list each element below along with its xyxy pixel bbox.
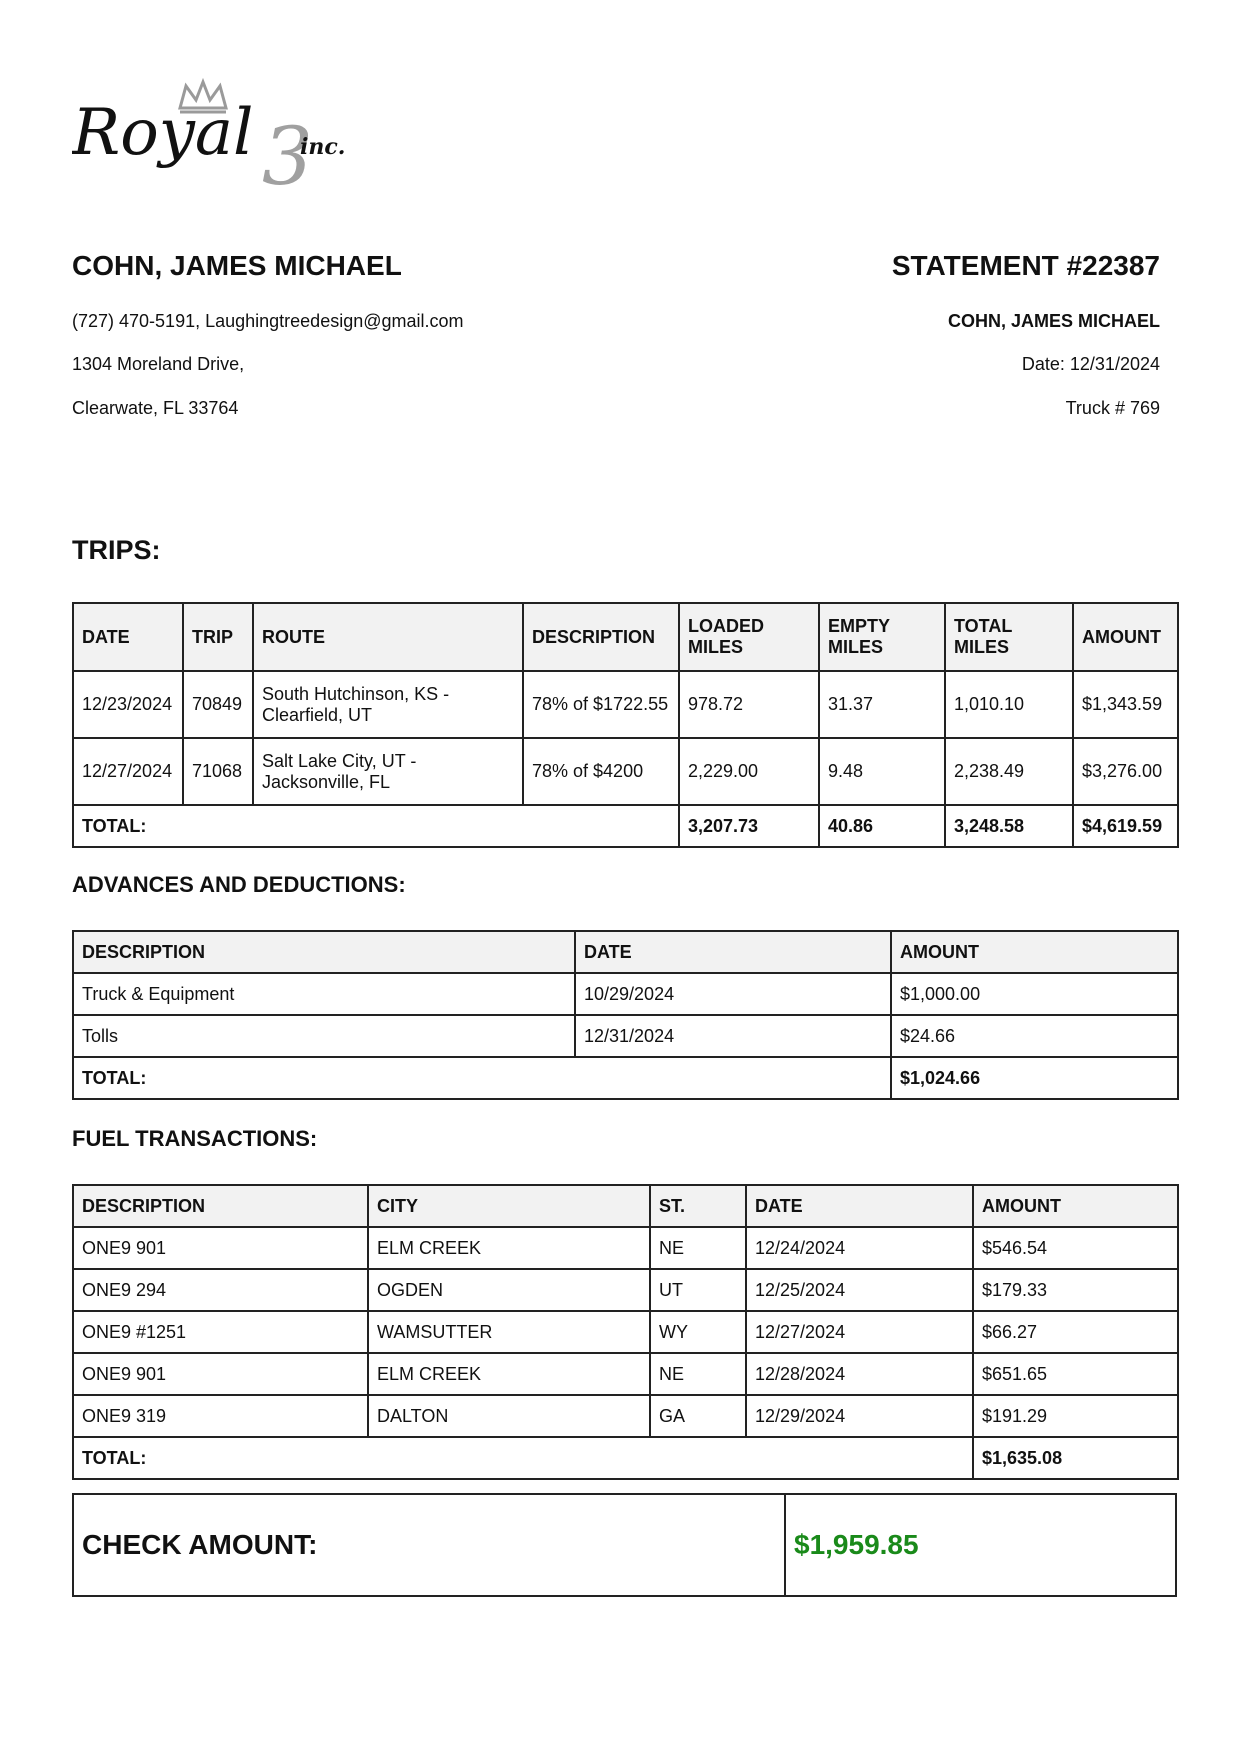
total-label: TOTAL: (73, 1057, 891, 1099)
col-header: LOADED MILES (679, 603, 819, 671)
advances-total-row (73, 1057, 1178, 1099)
col-header: DESCRIPTION (523, 603, 679, 671)
cell: $651.65 (973, 1353, 1178, 1395)
svg-text:inc.: inc. (300, 134, 346, 160)
cell: 12/24/2024 (746, 1227, 973, 1269)
check-amount-label: CHECK AMOUNT: (74, 1495, 786, 1595)
table-row (73, 738, 1178, 805)
col-header: DATE (575, 931, 891, 973)
cell: $24.66 (891, 1015, 1178, 1057)
cell: 31.37 (819, 671, 945, 738)
cell: Salt Lake City, UT - Jacksonville, FL (253, 738, 523, 805)
cell: 78% of $1722.55 (523, 671, 679, 738)
driver-name: COHN, JAMES MICHAEL (72, 250, 402, 281)
cell: GA (650, 1395, 746, 1437)
col-header: ROUTE (253, 603, 523, 671)
cell: NE (650, 1227, 746, 1269)
driver-address-line2: Clearwate, FL 33764 (72, 398, 239, 418)
cell: Tolls (73, 1015, 575, 1057)
crown-icon (72, 76, 392, 196)
total-miles: 3,248.58 (945, 805, 1073, 847)
col-header: AMOUNT (973, 1185, 1178, 1227)
cell: 78% of $4200 (523, 738, 679, 805)
statement-title: STATEMENT #22387 (891, 250, 1160, 281)
cell: OGDEN (368, 1269, 650, 1311)
cell: $3,276.00 (1073, 738, 1178, 805)
cell: $179.33 (973, 1269, 1178, 1311)
total-label: TOTAL: (73, 805, 679, 847)
trips-total-row (73, 805, 1178, 847)
cell: $66.27 (973, 1311, 1178, 1353)
table-row (73, 1395, 1178, 1437)
cell: $546.54 (973, 1227, 1178, 1269)
total-empty-miles: 40.86 (819, 805, 945, 847)
fuel-header-row (73, 1185, 1178, 1227)
cell: 2,238.49 (945, 738, 1073, 805)
table-row (73, 1227, 1178, 1269)
cell: 71068 (183, 738, 253, 805)
table-row (73, 1353, 1178, 1395)
trips-header-row (73, 603, 1178, 671)
cell: 70849 (183, 671, 253, 738)
cell: 12/31/2024 (575, 1015, 891, 1057)
statement-name: COHN, JAMES MICHAEL (947, 311, 1160, 331)
cell: 1,010.10 (945, 671, 1073, 738)
cell: ONE9 901 (73, 1353, 368, 1395)
cell: WY (650, 1311, 746, 1353)
table-row (73, 1269, 1178, 1311)
cell: ONE9 #1251 (73, 1311, 368, 1353)
cell: South Hutchinson, KS - Clearfield, UT (253, 671, 523, 738)
svg-text:3: 3 (262, 110, 313, 196)
fuel-table (72, 1184, 1179, 1480)
col-header: AMOUNT (891, 931, 1178, 973)
trips-title: TRIPS: (72, 535, 161, 565)
driver-address-line1: 1304 Moreland Drive, (72, 354, 245, 374)
fuel-total-row (73, 1437, 1178, 1479)
col-header: CITY (368, 1185, 650, 1227)
col-header: TOTAL MILES (945, 603, 1073, 671)
cell: $1,000.00 (891, 973, 1178, 1015)
cell: ONE9 319 (73, 1395, 368, 1437)
cell: 978.72 (679, 671, 819, 738)
cell: WAMSUTTER (368, 1311, 650, 1353)
truck-number: Truck # 769 (1065, 398, 1160, 418)
cell: 9.48 (819, 738, 945, 805)
col-header: TRIP (183, 603, 253, 671)
advances-header-row (73, 931, 1178, 973)
table-row (73, 1015, 1178, 1057)
total-amount: $1,635.08 (973, 1437, 1178, 1479)
cell: 2,229.00 (679, 738, 819, 805)
cell: 12/27/2024 (73, 738, 183, 805)
table-row (73, 973, 1178, 1015)
driver-contact: (727) 470-5191, Laughingtreedesign@gmail.com (72, 311, 464, 331)
total-amount: $1,024.66 (891, 1057, 1178, 1099)
cell: 12/27/2024 (746, 1311, 973, 1353)
cell: 12/29/2024 (746, 1395, 973, 1437)
check-amount-value: $1,959.85 (794, 1529, 919, 1560)
fuel-title: FUEL TRANSACTIONS: (72, 1126, 318, 1151)
statement-date: Date: 12/31/2024 (1021, 354, 1160, 374)
advances-table (72, 930, 1179, 1100)
total-loaded-miles: 3,207.73 (679, 805, 819, 847)
cell: $191.29 (973, 1395, 1178, 1437)
cell: $1,343.59 (1073, 671, 1178, 738)
cell: 12/28/2024 (746, 1353, 973, 1395)
cell: 10/29/2024 (575, 973, 891, 1015)
check-amount-box (72, 1493, 1177, 1597)
col-header: AMOUNT (1073, 603, 1178, 671)
cell: 12/25/2024 (746, 1269, 973, 1311)
cell: ONE9 901 (73, 1227, 368, 1269)
col-header: DESCRIPTION (73, 931, 575, 973)
cell: DALTON (368, 1395, 650, 1437)
cell: NE (650, 1353, 746, 1395)
col-header: ST. (650, 1185, 746, 1227)
table-row (73, 671, 1178, 738)
table-row (73, 1311, 1178, 1353)
cell: Truck & Equipment (73, 973, 575, 1015)
advances-title: ADVANCES AND DEDUCTIONS: (72, 872, 406, 897)
cell: ELM CREEK (368, 1353, 650, 1395)
total-amount: $4,619.59 (1073, 805, 1178, 847)
col-header: DESCRIPTION (73, 1185, 368, 1227)
col-header: EMPTY MILES (819, 603, 945, 671)
trips-table (72, 602, 1179, 848)
cell: UT (650, 1269, 746, 1311)
cell: ELM CREEK (368, 1227, 650, 1269)
col-header: DATE (746, 1185, 973, 1227)
svg-text:Royal: Royal (72, 96, 254, 170)
cell: ONE9 294 (73, 1269, 368, 1311)
total-label: TOTAL: (73, 1437, 973, 1479)
company-logo (72, 76, 392, 196)
col-header: DATE (73, 603, 183, 671)
cell: 12/23/2024 (73, 671, 183, 738)
